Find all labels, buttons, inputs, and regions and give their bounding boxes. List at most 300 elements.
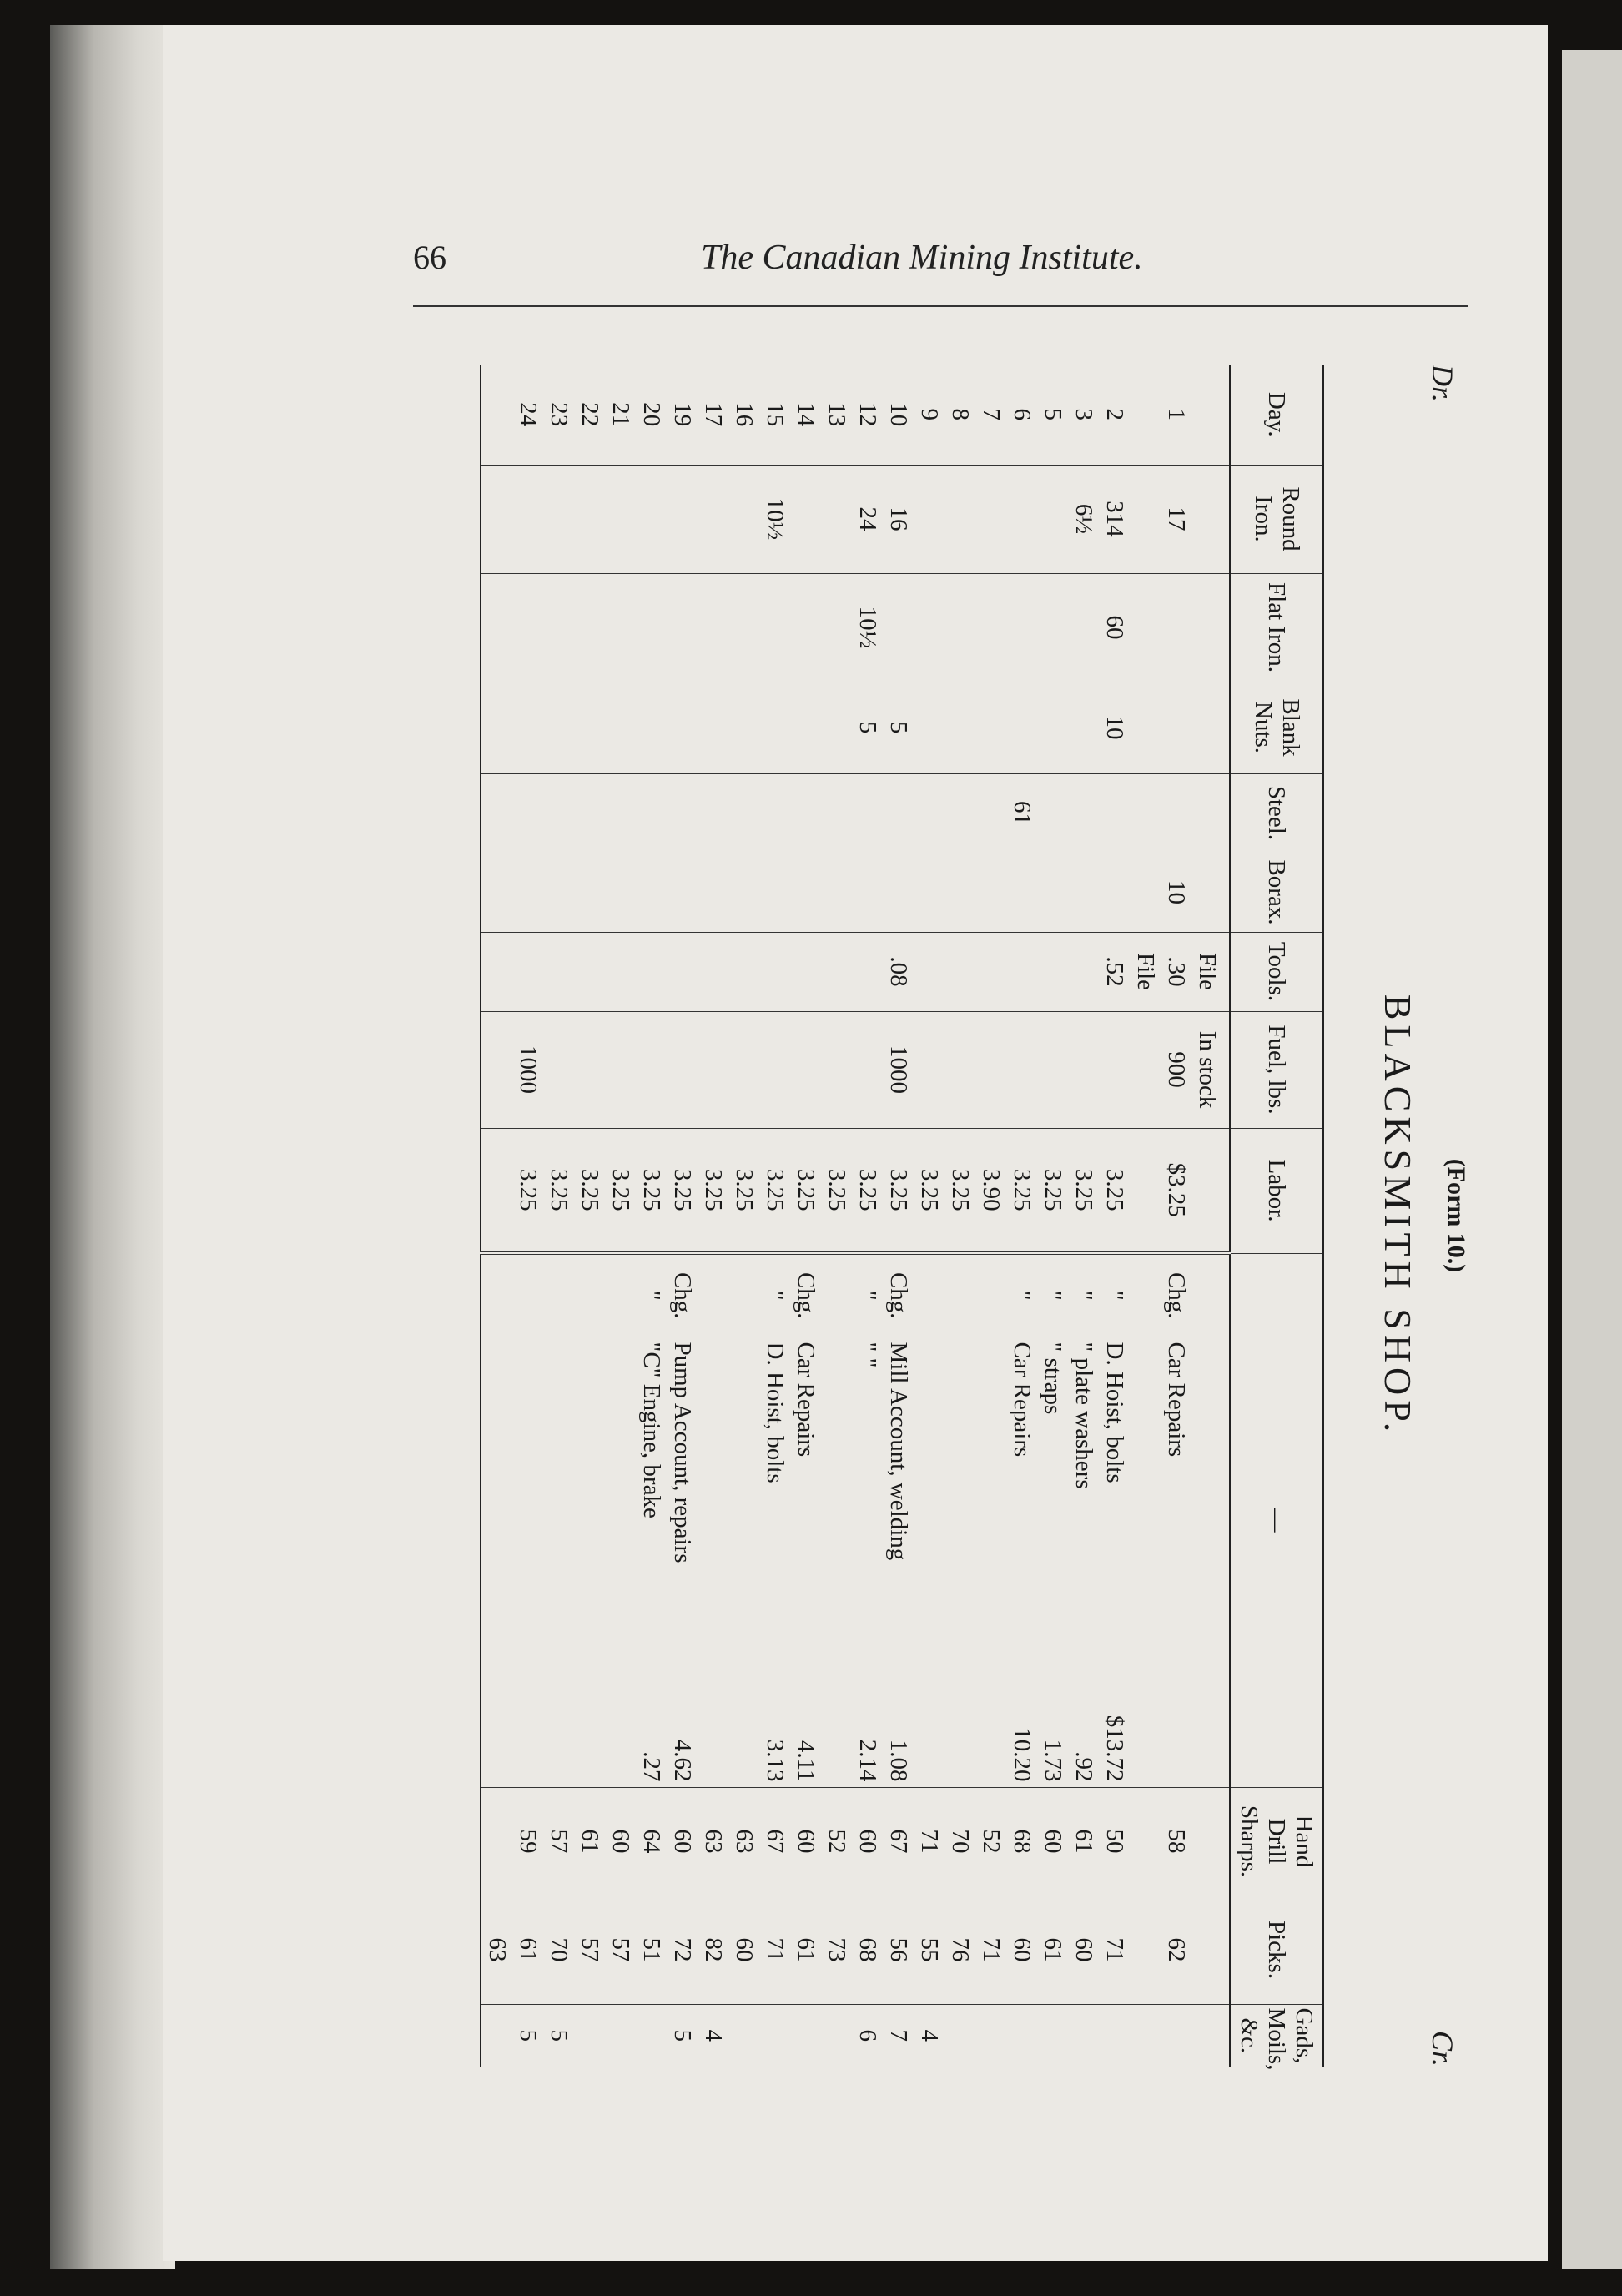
- ledger-cell: [1037, 465, 1068, 573]
- ledger-cell: 67: [759, 1787, 790, 1896]
- ledger-cell: [481, 573, 512, 682]
- ledger-cell: Car Repairs: [1161, 1337, 1191, 1654]
- ledger-cell: [790, 773, 821, 853]
- ledger-cell: [512, 932, 543, 1011]
- ledger-cell: [481, 773, 512, 853]
- ledger-cell: [574, 932, 605, 1011]
- ledger-cell: 20: [638, 402, 665, 427]
- ledger-cell: [975, 1654, 1006, 1787]
- ledger-cell: [1130, 1654, 1161, 1787]
- ledger-cell: .08: [883, 932, 914, 1011]
- ledger-cell: 5: [543, 2004, 574, 2067]
- ledger-cell: [728, 573, 759, 682]
- ledger-cell: [821, 2004, 852, 2067]
- ledger-cell: [1068, 773, 1099, 853]
- ledger-cell: 76: [944, 1896, 975, 2004]
- ledger-cell: 3.25: [914, 1128, 944, 1253]
- ledger-cell: [975, 1253, 1006, 1337]
- ledger-cell: [698, 1253, 728, 1337]
- ledger-cell: [574, 1011, 605, 1128]
- ledger-cell: 3.25: [821, 1128, 852, 1253]
- column-header: Tools.: [1230, 932, 1323, 1011]
- ledger-cell: [914, 1654, 944, 1787]
- ledger-cell: [1130, 2004, 1161, 2067]
- ledger-cell: [543, 1011, 574, 1128]
- ledger-cell: 6½: [1068, 465, 1099, 573]
- ledger-cell: 1.73: [1037, 1654, 1068, 1787]
- column-header: Picks.: [1230, 1896, 1323, 2004]
- ledger-cell: [914, 932, 944, 1011]
- ledger-cell: [821, 682, 852, 773]
- ledger-row: [883, 365, 914, 2067]
- ledger-cell: 3.25: [883, 1128, 914, 1253]
- ledger-cell: D. Hoist, bolts: [759, 1337, 790, 1654]
- ledger-cell: [759, 2004, 790, 2067]
- ledger-cell: [636, 2004, 667, 2067]
- ledger-cell: [481, 932, 512, 1011]
- ledger-cell: [543, 573, 574, 682]
- ledger-cell: [1006, 1011, 1037, 1128]
- ledger-cell: File: [1130, 932, 1161, 1011]
- page-number: 66: [413, 239, 446, 276]
- ledger-cell: [1191, 365, 1230, 465]
- ledger-row: [605, 365, 636, 2067]
- ledger-cell: [1099, 773, 1130, 853]
- ledger-cell: 3: [1070, 408, 1097, 420]
- ledger-cell: [698, 573, 728, 682]
- facing-page-edge: [1562, 50, 1622, 2269]
- ledger-cell: [790, 1011, 821, 1128]
- ledger-cell: 10: [885, 402, 912, 427]
- ledger-cell: [852, 932, 883, 1011]
- ledger-cell: [543, 773, 574, 853]
- ledger-cell: [1191, 2004, 1230, 2067]
- ledger-cell: 10½: [759, 465, 790, 573]
- ledger-cell: 10: [1099, 682, 1130, 773]
- ledger-cell: [574, 465, 605, 573]
- column-header: Round Iron.: [1230, 465, 1323, 573]
- ledger-cell: [481, 1253, 512, 1337]
- ledger-row: [821, 365, 852, 2067]
- ledger-cell: 7: [883, 2004, 914, 2067]
- ledger-cell: [636, 573, 667, 682]
- column-header: Day.: [1230, 365, 1323, 465]
- ledger-cell: 61: [1006, 773, 1037, 853]
- ledger-cell: 900: [1161, 1011, 1191, 1128]
- ledger-cell: [481, 2004, 512, 2067]
- ledger-cell: 60: [728, 1896, 759, 2004]
- ledger-cell: 1: [1163, 408, 1190, 420]
- ledger-cell: 3.25: [1068, 1128, 1099, 1253]
- ledger-cell: 67: [883, 1787, 914, 1896]
- ledger-cell: ": [1068, 1253, 1099, 1337]
- ledger-cell: [852, 1011, 883, 1128]
- ledger-cell: [481, 1011, 512, 1128]
- ledger-cell: [698, 1011, 728, 1128]
- ledger-cell: 4: [914, 2004, 944, 2067]
- ledger-cell: [1130, 1337, 1161, 1654]
- ledger-cell: 3.25: [728, 1128, 759, 1253]
- ledger-cell: 14: [793, 402, 819, 427]
- ledger-cell: [698, 1654, 728, 1787]
- ledger-cell: [914, 1337, 944, 1654]
- ledger-cell: 3.25: [667, 1128, 698, 1253]
- ledger-cell: [975, 1011, 1006, 1128]
- ledger-cell: [605, 932, 636, 1011]
- ledger-cell: [1130, 682, 1161, 773]
- ledger-cell: [605, 1654, 636, 1787]
- ledger-row: [1037, 365, 1068, 2067]
- ledger-cell: [1130, 1896, 1161, 2004]
- ledger-cell: 10.20: [1006, 1654, 1037, 1787]
- ledger-cell: [728, 2004, 759, 2067]
- ledger-cell: 61: [512, 1896, 543, 2004]
- ledger-cell: 71: [914, 1787, 944, 1896]
- ledger-cell: [944, 573, 975, 682]
- ledger-cell: [1068, 932, 1099, 1011]
- ledger-cell: [667, 773, 698, 853]
- ledger-cell: 5: [667, 2004, 698, 2067]
- ledger-cell: [1161, 682, 1191, 773]
- ledger-row: [574, 365, 605, 2067]
- ledger-row: [728, 365, 759, 2067]
- ledger-cell: 57: [574, 1896, 605, 2004]
- ledger-cell: [1037, 573, 1068, 682]
- debit-label: Dr.: [1426, 365, 1459, 403]
- ledger-cell: 10½: [852, 573, 883, 682]
- ledger-row: [914, 365, 944, 2067]
- ledger-cell: [821, 773, 852, 853]
- ledger-cell: [1037, 682, 1068, 773]
- ledger-cell: [883, 573, 914, 682]
- column-header: Steel.: [1230, 773, 1323, 853]
- ledger-cell: 3.25: [1099, 1128, 1130, 1253]
- ledger-cell: [944, 1011, 975, 1128]
- column-header: Fuel, lbs.: [1230, 1011, 1323, 1128]
- ledger-cell: [821, 1011, 852, 1128]
- ledger-cell: 52: [821, 1787, 852, 1896]
- ledger-cell: [790, 932, 821, 1011]
- ledger-cell: [944, 1253, 975, 1337]
- ledger-cell: 7: [978, 408, 1005, 420]
- ledger-cell: [790, 573, 821, 682]
- ledger-cell: 5: [1040, 408, 1066, 420]
- ledger-cell: [728, 682, 759, 773]
- ledger-cell: [728, 853, 759, 932]
- ledger-cell: Car Repairs: [790, 1337, 821, 1654]
- ledger-cell: [543, 1654, 574, 1787]
- ledger-cell: [759, 853, 790, 932]
- ledger-cell: [543, 465, 574, 573]
- ledger-cell: 15: [762, 402, 788, 427]
- ledger-cell: [698, 773, 728, 853]
- ledger-cell: [605, 2004, 636, 2067]
- ledger-cell: [481, 1128, 512, 1253]
- ledger-cell: [1006, 2004, 1037, 2067]
- ledger-cell: 57: [543, 1787, 574, 1896]
- ledger-cell: 17: [1161, 465, 1191, 573]
- ledger-cell: [512, 1337, 543, 1654]
- ledger-cell: ": [852, 1253, 883, 1337]
- ledger-cell: [1191, 773, 1230, 853]
- ledger-cell: [944, 853, 975, 932]
- ledger-cell: [914, 682, 944, 773]
- ledger-cell: 60: [1068, 1896, 1099, 2004]
- ledger-cell: [1006, 465, 1037, 573]
- ledger-cell: 1000: [883, 1011, 914, 1128]
- ledger-cell: [944, 1337, 975, 1654]
- ledger-row: [1191, 365, 1230, 2067]
- ledger-cell: [728, 1337, 759, 1654]
- ledger-cell: [914, 773, 944, 853]
- ledger-cell: 71: [1099, 1896, 1130, 2004]
- ledger-cell: [883, 853, 914, 932]
- ledger-cell: 63: [481, 1896, 512, 2004]
- ledger-cell: 10: [1161, 853, 1191, 932]
- ledger-cell: " ": [852, 1337, 883, 1654]
- ledger-cell: [636, 465, 667, 573]
- ledger-cell: 59: [512, 1787, 543, 1896]
- ledger-cell: [512, 773, 543, 853]
- ledger-cell: 1.08: [883, 1654, 914, 1787]
- ledger-cell: Chg.: [667, 1253, 698, 1337]
- ledger-cell: [944, 2004, 975, 2067]
- ledger-cell: [574, 853, 605, 932]
- ledger-cell: [1130, 573, 1161, 682]
- ledger-cell: [1037, 773, 1068, 853]
- ledger-cell: .52: [1099, 932, 1130, 1011]
- ledger-cell: 314: [1099, 465, 1130, 573]
- sheet-title: BLACKSMITH SHOP.: [1377, 994, 1419, 1438]
- form-number: (Form 10.): [1443, 1158, 1470, 1273]
- ledger-cell: 51: [636, 1896, 667, 2004]
- ledger-cell: [481, 853, 512, 932]
- ledger-row: [1068, 365, 1099, 2067]
- ledger-cell: 58: [1161, 1787, 1191, 1896]
- ledger-cell: [481, 365, 512, 465]
- ledger-cell: [759, 932, 790, 1011]
- ledger-cell: [821, 1654, 852, 1787]
- ledger-cell: [605, 853, 636, 932]
- ledger-cell: 57: [605, 1896, 636, 2004]
- ledger-cell: 61: [1068, 1787, 1099, 1896]
- ledger-cell: [1099, 1011, 1130, 1128]
- ledger-cell: [728, 932, 759, 1011]
- ledger-cell: [975, 465, 1006, 573]
- ledger-cell: [1130, 853, 1161, 932]
- ledger-cell: [698, 1337, 728, 1654]
- ledger-cell: [698, 682, 728, 773]
- ledger-cell: 60: [1037, 1787, 1068, 1896]
- ledger-cell: [574, 1253, 605, 1337]
- ledger-cell: [914, 1253, 944, 1337]
- ledger-cell: [1037, 2004, 1068, 2067]
- ledger-cell: $13.72: [1099, 1654, 1130, 1787]
- ledger-cell: [975, 932, 1006, 1011]
- ledger-cell: ": [636, 1253, 667, 1337]
- ledger-cell: [1037, 853, 1068, 932]
- ledger-cell: 3.25: [759, 1128, 790, 1253]
- ledger-cell: [944, 465, 975, 573]
- ledger-cell: 60: [1006, 1896, 1037, 2004]
- ledger-cell: [543, 1337, 574, 1654]
- ledger-cell: [1006, 682, 1037, 773]
- ledger-cell: Chg.: [883, 1253, 914, 1337]
- ledger-cell: [698, 932, 728, 1011]
- ledger-cell: [605, 682, 636, 773]
- ledger-cell: 50: [1099, 1787, 1130, 1896]
- ledger-cell: 3.25: [944, 1128, 975, 1253]
- column-header: Gads, Moils, &c.: [1230, 2004, 1323, 2067]
- ledger-cell: In stock: [1191, 1011, 1230, 1128]
- ledger-cell: [1068, 853, 1099, 932]
- book-page-edges: [50, 25, 175, 2269]
- ledger-cell: 60: [667, 1787, 698, 1896]
- ledger-cell: [1191, 1128, 1230, 1253]
- ledger-cell: 4.62: [667, 1654, 698, 1787]
- ledger-cell: [1130, 1787, 1161, 1896]
- blacksmith-shop-ledger: [480, 365, 1324, 2071]
- ledger-row: [975, 365, 1006, 2067]
- ledger-cell: 3.25: [1037, 1128, 1068, 1253]
- ledger-cell: [852, 853, 883, 932]
- ledger-cell: 60: [852, 1787, 883, 1896]
- ledger-cell: [944, 773, 975, 853]
- ledger-cell: 3.25: [698, 1128, 728, 1253]
- ledger-cell: 71: [759, 1896, 790, 2004]
- ledger-cell: 61: [1037, 1896, 1068, 2004]
- ledger-row: [543, 365, 574, 2067]
- ledger-cell: " straps: [1037, 1337, 1068, 1654]
- ledger-cell: 19: [669, 402, 696, 427]
- ledger-cell: 55: [914, 1896, 944, 2004]
- ledger-cell: [821, 1253, 852, 1337]
- ledger-row: [667, 365, 698, 2067]
- ledger-cell: [1191, 853, 1230, 932]
- ledger-cell: [512, 465, 543, 573]
- ledger-cell: [698, 465, 728, 573]
- ledger-cell: .27: [636, 1654, 667, 1787]
- ledger-cell: 24: [852, 465, 883, 573]
- ledger-cell: [667, 573, 698, 682]
- ledger-cell: [543, 1253, 574, 1337]
- ledger-cell: [821, 932, 852, 1011]
- ledger-cell: ": [759, 1253, 790, 1337]
- ledger-cell: 3.25: [852, 1128, 883, 1253]
- ledger-cell: [914, 573, 944, 682]
- ledger-cell: [512, 573, 543, 682]
- ledger-cell: [481, 682, 512, 773]
- ledger-cell: [574, 1337, 605, 1654]
- ledger-cell: 1000: [512, 1011, 543, 1128]
- ledger-cell: [1068, 573, 1099, 682]
- ledger-cell: [759, 573, 790, 682]
- ledger-cell: [1161, 773, 1191, 853]
- ledger-cell: D. Hoist, bolts: [1099, 1337, 1130, 1654]
- credit-label: Cr.: [1426, 2030, 1459, 2067]
- ledger-cell: [1006, 932, 1037, 1011]
- ledger-cell: 4: [698, 2004, 728, 2067]
- ledger-cell: Chg.: [790, 1253, 821, 1337]
- ledger-cell: [605, 1011, 636, 1128]
- ledger-cell: [914, 853, 944, 932]
- ledger-cell: [883, 773, 914, 853]
- ledger-cell: 17: [700, 402, 727, 427]
- ledger-cell: 8: [947, 408, 974, 420]
- ledger-cell: [1068, 682, 1099, 773]
- ledger-cell: [1191, 1654, 1230, 1787]
- ledger-cell: [605, 573, 636, 682]
- ledger-cell: [1161, 1654, 1191, 1787]
- ledger-cell: [728, 465, 759, 573]
- ledger-cell: [574, 2004, 605, 2067]
- ledger-row: [1099, 365, 1130, 2067]
- ledger-cell: [1037, 1011, 1068, 1128]
- ledger-cell: 21: [607, 402, 634, 427]
- ledger-cell: [667, 853, 698, 932]
- ledger-cell: [1130, 1011, 1161, 1128]
- ledger-cell: [790, 2004, 821, 2067]
- ledger-cell: [1191, 573, 1230, 682]
- ledger-cell: [1068, 1011, 1099, 1128]
- ledger-cell: 6: [852, 2004, 883, 2067]
- ledger-cell: [636, 682, 667, 773]
- ledger-cell: 63: [728, 1787, 759, 1896]
- ledger-cell: 72: [667, 1896, 698, 2004]
- column-header: Borax.: [1230, 853, 1323, 932]
- ledger-cell: [574, 773, 605, 853]
- ledger-cell: ": [1037, 1253, 1068, 1337]
- ledger-cell: ": [1006, 1253, 1037, 1337]
- ledger-cell: [512, 682, 543, 773]
- ledger-cell: .30: [1161, 932, 1191, 1011]
- ledger-cell: [1130, 1253, 1161, 1337]
- ledger-cell: [1130, 465, 1161, 573]
- ledger-cell: [975, 682, 1006, 773]
- ledger-cell: 6: [1009, 408, 1035, 420]
- ledger-cell: 22: [577, 402, 603, 427]
- ledger-cell: 3.25: [1006, 1128, 1037, 1253]
- ledger-cell: 63: [698, 1787, 728, 1896]
- ledger-cell: "C" Engine, brake: [636, 1337, 667, 1654]
- ledger-cell: [975, 773, 1006, 853]
- ledger-cell: [1130, 773, 1161, 853]
- ledger-row: [1161, 365, 1191, 2067]
- ledger-cell: [543, 932, 574, 1011]
- ledger-cell: [944, 682, 975, 773]
- ledger-cell: [636, 773, 667, 853]
- ledger-row: [759, 365, 790, 2067]
- ledger-cell: 3.25: [636, 1128, 667, 1253]
- ledger-cell: [636, 932, 667, 1011]
- ledger-cell: 56: [883, 1896, 914, 2004]
- ledger-cell: [728, 1011, 759, 1128]
- ledger-cell: [481, 1787, 512, 1896]
- ledger-cell: [914, 1011, 944, 1128]
- ledger-cell: [975, 573, 1006, 682]
- column-header: Hand Drill Sharps.: [1230, 1787, 1323, 1896]
- ledger-row: [944, 365, 975, 2067]
- ledger-cell: [821, 573, 852, 682]
- ledger-cell: 3.25: [543, 1128, 574, 1253]
- ledger-cell: 12: [854, 402, 881, 427]
- ledger-cell: [759, 773, 790, 853]
- ledger-cell: 68: [852, 1896, 883, 2004]
- ledger-cell: [944, 1654, 975, 1787]
- ledger-cell: 70: [944, 1787, 975, 1896]
- ledger-cell: 73: [821, 1896, 852, 2004]
- ledger-cell: [636, 1011, 667, 1128]
